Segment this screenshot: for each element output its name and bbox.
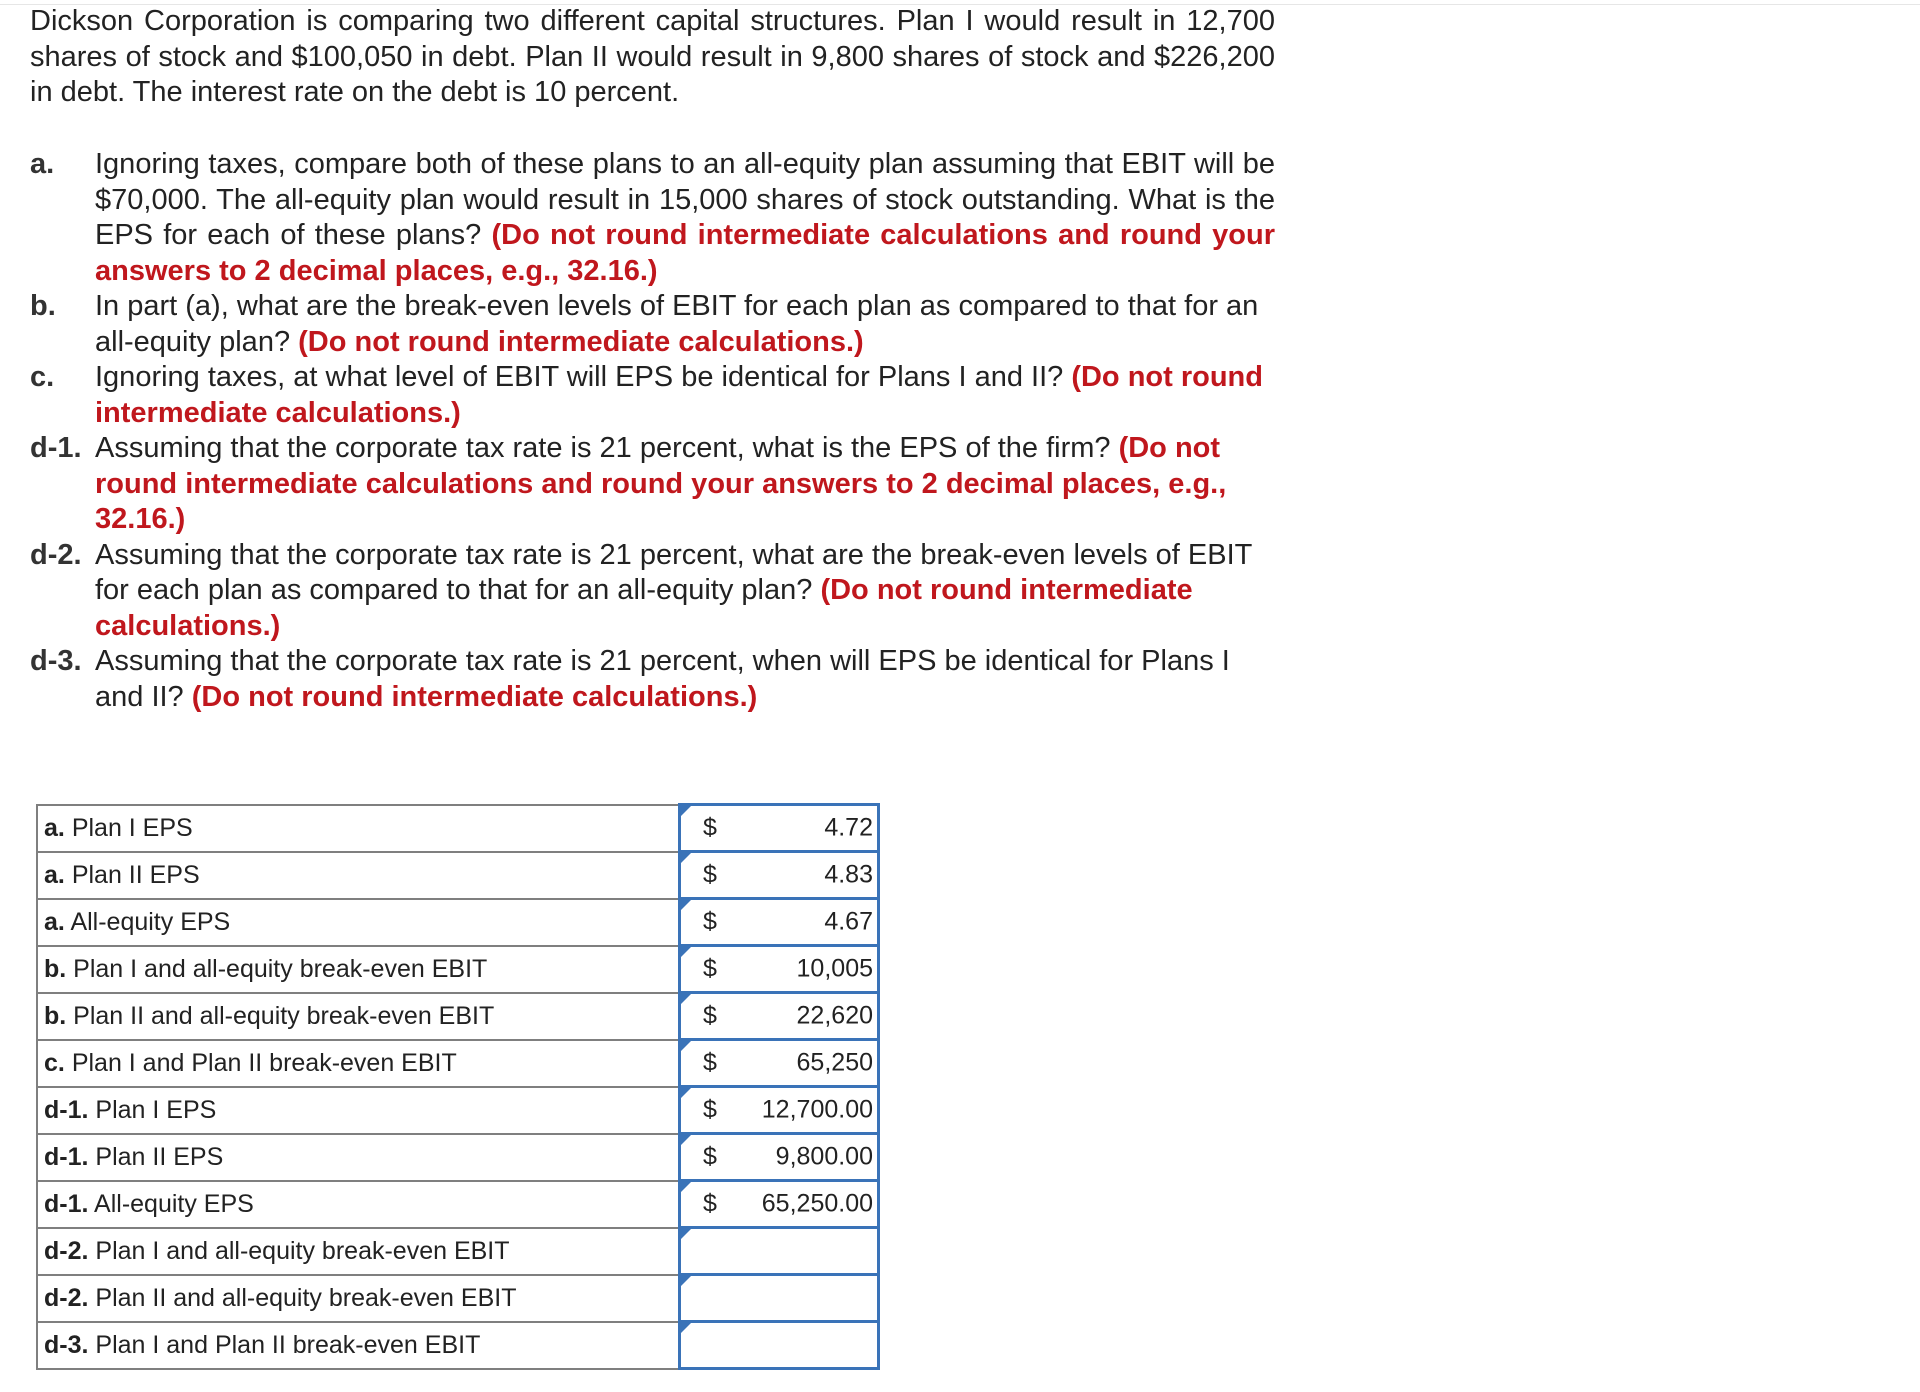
answer-value: 12,700.00 xyxy=(761,1095,873,1124)
question-text: Ignoring taxes, compare both of these plans to an all-equity plan assuming that EBIT will be $70,000. The all-equity plan would result in 15,000 shares of stock outstanding. What is the EPS for each of these plans? xyxy=(95,148,1275,251)
answer-value: 65,250 xyxy=(796,1048,873,1077)
flag-marker xyxy=(681,1276,691,1286)
row-label: a. All-equity EPS xyxy=(37,899,680,946)
flag-marker xyxy=(681,853,691,863)
flag-marker xyxy=(681,1182,691,1192)
table-row xyxy=(37,1275,879,1322)
question-d3 xyxy=(30,644,1275,715)
question-a xyxy=(30,147,1275,289)
row-label: c. Plan I and Plan II break-even EBIT xyxy=(37,1040,680,1087)
table-row xyxy=(37,993,879,1040)
question-label: c. xyxy=(30,361,55,393)
row-label: d-1. Plan II EPS xyxy=(37,1134,680,1181)
flag-marker xyxy=(681,806,691,816)
question-note: (Do not round intermediate calculations.) xyxy=(95,361,1263,429)
problem-intro: Dickson Corporation is comparing two different capital structures. Plan I would result in 12,700 shares of stock and $100,050 in debt. Plan II would result in 9,800 shares of stock and $226,200 in debt. The interest rate on the debt is 10 percent. xyxy=(30,5,1275,108)
question-note: (Do not round intermediate calculations.) xyxy=(191,680,758,713)
currency-symbol: $ xyxy=(703,954,717,983)
question-list xyxy=(30,147,1275,715)
flag-marker xyxy=(681,947,691,957)
flag-marker xyxy=(681,1041,691,1051)
question-label: d-2. xyxy=(30,538,82,571)
answer-value: 4.67 xyxy=(824,907,873,936)
question-d2 xyxy=(30,538,1275,645)
question-note: (Do not round intermediate calculations and round your answers to 2 decimal places, e.g., 32.16.) xyxy=(95,432,1227,535)
question-text: Ignoring taxes, at what level of EBIT will EPS be identical for Plans I and II? xyxy=(95,361,1064,393)
answer-input[interactable] xyxy=(680,1275,879,1322)
flag-marker xyxy=(681,1229,691,1239)
question-text: Assuming that the corporate tax rate is 21 percent, what are the break-even levels of EBIT for each plan as compared to that for an all-equity plan? xyxy=(95,538,1252,606)
row-label: b. Plan I and all-equity break-even EBIT xyxy=(37,946,680,993)
question-d1 xyxy=(30,431,1275,538)
answer-input[interactable] xyxy=(680,1087,879,1134)
question-label: b. xyxy=(30,290,56,322)
flag-marker xyxy=(681,900,691,910)
table-row xyxy=(37,1181,879,1228)
currency-symbol: $ xyxy=(703,1095,717,1124)
question-text: Assuming that the corporate tax rate is 21 percent, what is the EPS of the firm? xyxy=(95,432,1111,464)
table-row xyxy=(37,946,879,993)
currency-symbol: $ xyxy=(703,860,717,889)
table-row xyxy=(37,1228,879,1275)
table-row xyxy=(37,805,879,852)
flag-marker xyxy=(681,1088,691,1098)
answer-input[interactable] xyxy=(680,1134,879,1181)
question-b xyxy=(30,289,1275,360)
table-row xyxy=(37,1134,879,1181)
row-label: d-3. Plan I and Plan II break-even EBIT xyxy=(37,1322,680,1369)
row-label: d-1. All-equity EPS xyxy=(37,1181,680,1228)
row-label: b. Plan II and all-equity break-even EBIT xyxy=(37,993,680,1040)
answer-input[interactable] xyxy=(680,1181,879,1228)
currency-symbol: $ xyxy=(703,907,717,936)
table-row xyxy=(37,1040,879,1087)
flag-marker xyxy=(681,994,691,1004)
answer-value: 4.83 xyxy=(824,860,873,889)
table-row xyxy=(37,1087,879,1134)
question-note: (Do not round intermediate calculations and round your answers to 2 decimal places, e.g., 32.16.) xyxy=(95,219,1276,287)
answer-input[interactable] xyxy=(680,1322,879,1369)
table-row xyxy=(37,899,879,946)
currency-symbol: $ xyxy=(703,813,717,842)
row-label: d-2. Plan I and all-equity break-even EBIT xyxy=(37,1228,680,1275)
answer-table xyxy=(36,803,880,1370)
currency-symbol: $ xyxy=(703,1001,717,1030)
question-note: (Do not round intermediate calculations.) xyxy=(298,325,864,358)
currency-symbol: $ xyxy=(703,1048,717,1077)
currency-symbol: $ xyxy=(703,1142,717,1171)
table-row xyxy=(37,852,879,899)
answer-value: 4.72 xyxy=(824,813,873,842)
answer-value: 65,250.00 xyxy=(761,1189,873,1218)
question-c xyxy=(30,360,1275,431)
answer-value: 22,620 xyxy=(796,1001,873,1030)
question-label: a. xyxy=(30,148,55,180)
answer-value: 10,005 xyxy=(796,954,873,983)
question-label: d-3. xyxy=(30,645,82,677)
question-text: Assuming that the corporate tax rate is 21 percent, when will EPS be identical for Plans I and II? xyxy=(95,645,1230,713)
answer-input[interactable] xyxy=(680,899,879,946)
flag-marker xyxy=(681,1323,691,1333)
answer-value: 9,800.00 xyxy=(775,1142,873,1171)
flag-marker xyxy=(681,1135,691,1145)
question-label: d-1. xyxy=(30,432,82,464)
row-label: a. Plan I EPS xyxy=(37,805,680,852)
answer-input[interactable] xyxy=(680,852,879,899)
row-label: d-1. Plan I EPS xyxy=(37,1087,680,1134)
answer-input[interactable] xyxy=(680,805,879,852)
row-label: a. Plan II EPS xyxy=(37,852,680,899)
question-text: In part (a), what are the break-even levels of EBIT for each plan as compared to that for an all-equity plan? xyxy=(95,290,1259,358)
currency-symbol: $ xyxy=(703,1189,717,1218)
answer-input[interactable] xyxy=(680,1228,879,1275)
answer-input[interactable] xyxy=(680,946,879,993)
question-note: (Do not round intermediate calculations.) xyxy=(95,574,1193,642)
table-row xyxy=(37,1322,879,1369)
answer-input[interactable] xyxy=(680,1040,879,1087)
row-label: d-2. Plan II and all-equity break-even EBIT xyxy=(37,1275,680,1322)
answer-input[interactable] xyxy=(680,993,879,1040)
